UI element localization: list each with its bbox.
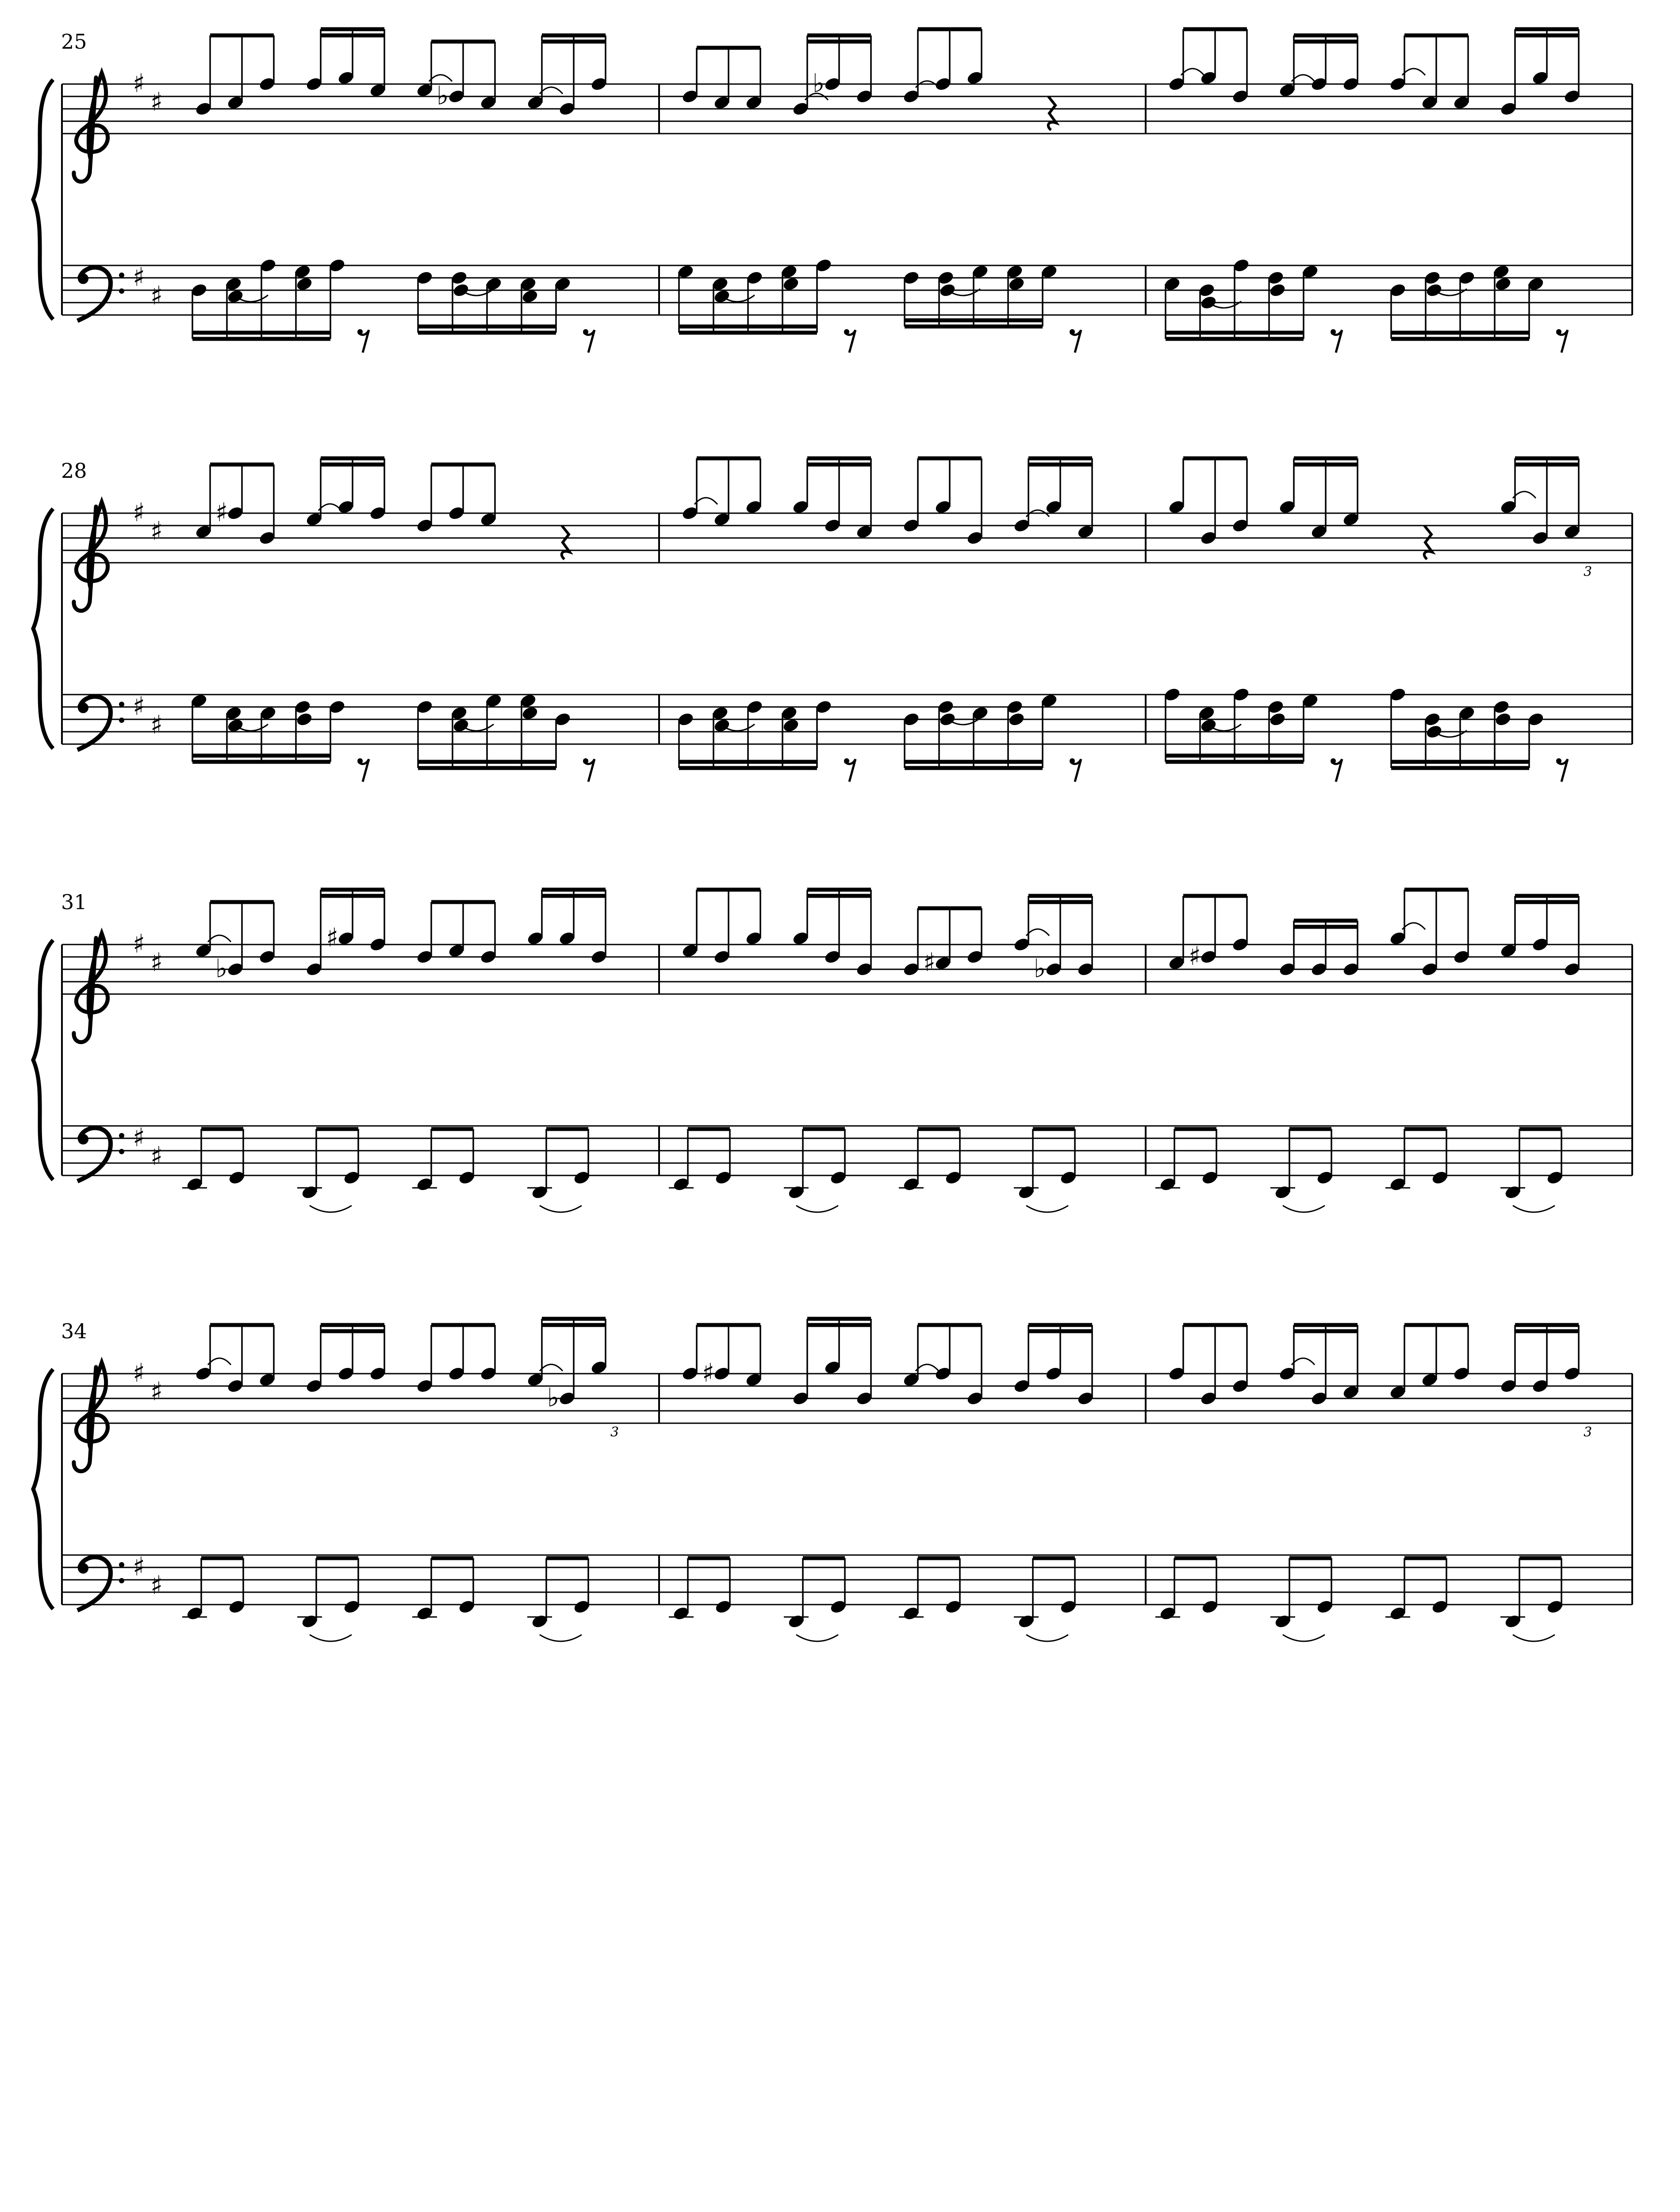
bass-clef-dot <box>119 1578 124 1583</box>
bass-clef-dot <box>119 288 124 294</box>
key-signature-sharp: ♯ <box>133 1358 146 1388</box>
key-signature-sharp: ♯ <box>150 1376 163 1406</box>
key-signature-sharp: ♯ <box>150 516 163 546</box>
treble-clef-icon <box>74 933 108 1042</box>
tie <box>1513 1206 1555 1212</box>
bass-clef-dot <box>119 273 124 278</box>
system <box>33 458 1632 782</box>
tie <box>916 1364 939 1371</box>
bass-clef-dot <box>78 1563 88 1574</box>
key-signature-sharp: ♯ <box>150 1570 163 1600</box>
tie <box>540 87 563 94</box>
tie <box>1402 923 1425 929</box>
brace-icon <box>33 940 53 1180</box>
tie <box>796 1206 838 1212</box>
tie <box>1292 1358 1315 1365</box>
key-signature-sharp: ♯ <box>133 1551 146 1582</box>
system <box>33 1319 1632 1641</box>
accidental: ♯ <box>326 922 339 952</box>
measure-number: 25 <box>61 30 87 54</box>
eighth-rest-dot <box>1070 758 1075 764</box>
treble-clef-icon <box>74 73 108 182</box>
tie <box>1283 1635 1325 1641</box>
tie <box>540 1206 582 1212</box>
tie <box>310 1635 352 1641</box>
quarter-rest-icon <box>1048 96 1056 130</box>
tie <box>208 935 231 942</box>
key-signature-sharp: ♯ <box>133 497 146 527</box>
tie <box>796 1635 838 1641</box>
accidental: ♭ <box>215 953 228 983</box>
quarter-rest-icon <box>562 526 570 559</box>
eighth-rest-dot <box>1331 329 1336 334</box>
key-signature-sharp: ♯ <box>133 929 146 959</box>
accidental: ♭ <box>1034 953 1046 983</box>
accidental: ♯ <box>215 497 228 527</box>
key-signature-sharp: ♯ <box>150 280 163 311</box>
tie <box>1026 1206 1068 1212</box>
tie <box>540 1364 563 1371</box>
eighth-rest-dot <box>583 758 588 764</box>
key-signature-sharp: ♯ <box>133 1122 146 1152</box>
brace-icon <box>33 1369 53 1609</box>
tie <box>318 504 341 511</box>
quarter-rest-icon <box>1424 526 1432 559</box>
measure-number: 34 <box>61 1319 87 1343</box>
bass-clef-dot <box>78 1134 88 1144</box>
tie <box>1402 69 1425 75</box>
eighth-rest-dot <box>1556 758 1561 764</box>
system <box>33 29 1632 353</box>
eighth-rest-dot <box>1331 758 1336 764</box>
tie <box>1283 1206 1325 1212</box>
tie <box>694 498 717 504</box>
system <box>33 890 1632 1212</box>
bass-clef-dot <box>78 273 88 284</box>
bass-clef-dot <box>119 1562 124 1567</box>
accidental: ♭ <box>547 1382 560 1413</box>
bass-clef-dot <box>119 1149 124 1154</box>
triplet-label: 3 <box>1584 564 1592 580</box>
accidental: ♯ <box>702 1358 715 1388</box>
note-head <box>1008 711 1026 727</box>
measure-number: 31 <box>61 890 87 914</box>
treble-clef-icon <box>74 1363 108 1471</box>
tie <box>1026 929 1049 936</box>
bass-clef-dot <box>119 718 124 723</box>
brace-icon <box>33 80 53 319</box>
tie <box>208 1358 231 1365</box>
eighth-rest-dot <box>1070 329 1075 334</box>
note-head <box>1494 711 1512 727</box>
tie <box>540 1635 582 1641</box>
treble-clef-icon <box>74 502 108 611</box>
tie <box>1181 69 1204 75</box>
brace-icon <box>33 509 53 749</box>
triplet-label: 3 <box>610 1425 619 1440</box>
tie <box>1292 75 1315 81</box>
eighth-rest-dot <box>357 758 363 764</box>
key-signature-sharp: ♯ <box>150 710 163 740</box>
tie <box>310 1206 352 1212</box>
tie <box>1026 1635 1068 1641</box>
tie <box>1513 492 1536 498</box>
key-signature-sharp: ♯ <box>133 262 146 292</box>
key-signature-sharp: ♯ <box>150 87 163 117</box>
eighth-rest-dot <box>583 329 588 334</box>
bass-clef-dot <box>78 703 88 713</box>
note-head <box>1269 711 1287 727</box>
measure-number: 28 <box>61 459 87 483</box>
bass-clef-dot <box>119 1133 124 1138</box>
eighth-rest-dot <box>1556 329 1561 334</box>
note-head <box>295 711 314 727</box>
note-head <box>1269 282 1287 298</box>
tie <box>1513 1635 1555 1641</box>
eighth-rest-dot <box>844 329 849 334</box>
eighth-rest-dot <box>844 758 849 764</box>
key-signature-sharp: ♯ <box>133 68 146 98</box>
key-signature-sharp: ♯ <box>150 947 163 977</box>
accidental: ♯ <box>923 947 936 977</box>
eighth-rest-dot <box>357 329 363 334</box>
triplet-label: 3 <box>1584 1425 1592 1440</box>
key-signature-sharp: ♯ <box>150 1141 163 1171</box>
accidental: ♯ <box>1189 941 1201 971</box>
bass-clef-dot <box>119 702 124 707</box>
key-signature-sharp: ♯ <box>133 691 146 721</box>
accidental: ♭ <box>813 68 825 98</box>
accidental: ♭ <box>437 81 449 111</box>
systems-layer <box>33 29 1632 1641</box>
